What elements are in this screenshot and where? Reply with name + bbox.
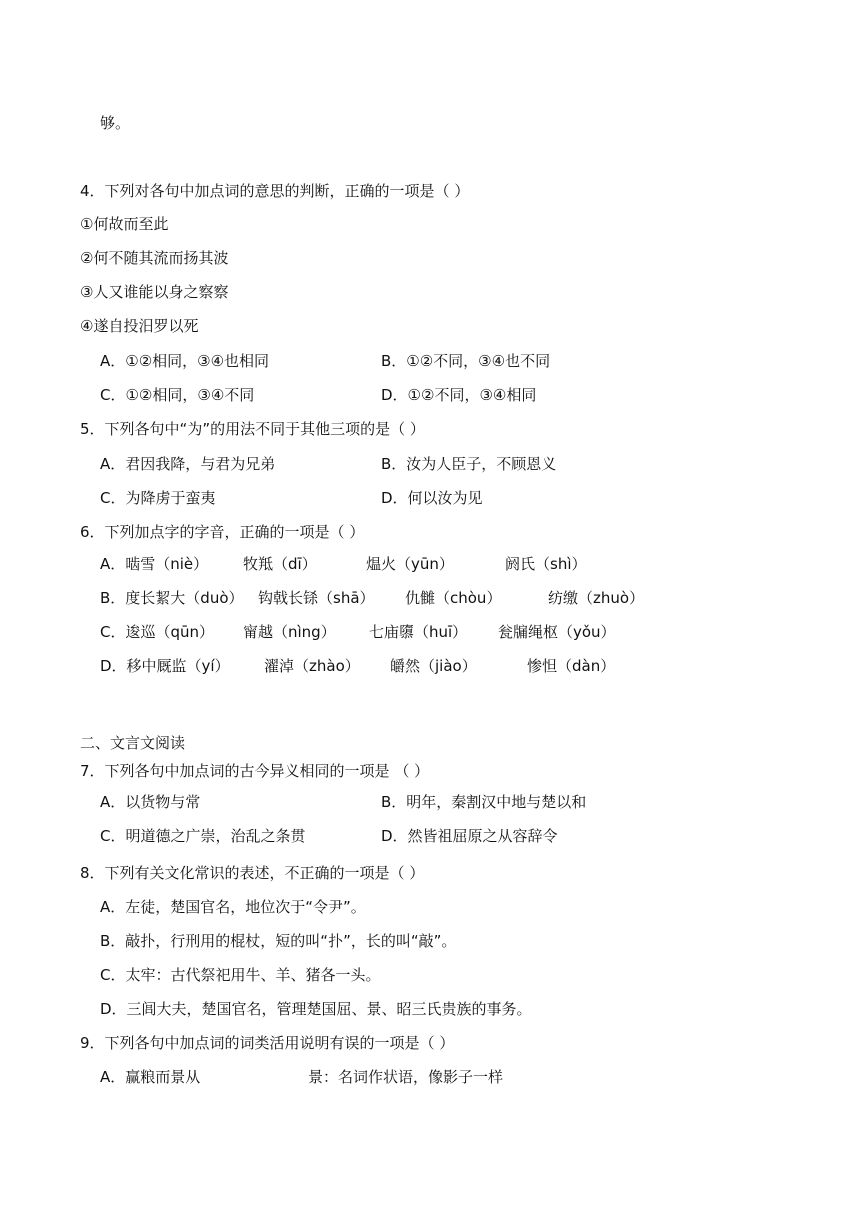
question-7-option-a: A．以货物与常	[100, 793, 201, 811]
question-8-option-d: D．三闾大夫，楚国官名，管理楚国屈、景、昭三氏贵族的事务。	[100, 1000, 532, 1018]
question-6-row-b-col-2: 钩戟长铩（shā）	[258, 589, 375, 607]
question-5-stem: 5．下列各句中“为”的用法不同于其他三项的是（ ）	[80, 420, 425, 438]
question-6-row-c-col-4: 瓮牖绳枢（yǒu）	[498, 623, 616, 641]
section-2-title: 二、文言文阅读	[80, 734, 186, 752]
question-6-row-d-col-3: 皭然（jiào）	[390, 657, 477, 675]
question-8-option-c: C．太牢：古代祭祀用牛、羊、猪各一头。	[100, 966, 381, 984]
question-5-option-b: B．汝为人臣子，不顾恩义	[381, 455, 557, 473]
question-6-row-b-col-4: 纺缴（zhuò）	[548, 589, 645, 607]
question-7-option-c: C．明道德之广崇，治乱之条贯	[100, 827, 306, 845]
question-6-row-a-col-4: 阏氏（shì）	[505, 555, 587, 573]
question-4-item-2: ②何不随其流而扬其波	[80, 249, 229, 267]
question-4-item-4: ④遂自投汨罗以死	[80, 317, 199, 335]
question-6-row-c-col-1: C．逡巡（qūn）	[100, 623, 215, 641]
question-4-option-d: D．①②不同，③④相同	[381, 386, 537, 404]
question-9-option-a-note: 景：名词作状语，像影子一样	[308, 1068, 504, 1086]
question-6-row-d-col-1: D．移中厩监（yí）	[100, 657, 230, 675]
question-4-option-b: B．①②不同，③④也不同	[381, 352, 551, 370]
question-4-item-1: ①何故而至此	[80, 215, 169, 233]
question-6-row-a-col-3: 煴火（yūn）	[366, 555, 454, 573]
question-5-option-d: D．何以汝为见	[381, 489, 483, 507]
question-9-stem: 9．下列各句中加点词的词类活用说明有误的一项是（ ）	[80, 1034, 455, 1052]
question-5-option-a: A．君因我降，与君为兄弟	[100, 455, 276, 473]
question-7-option-d: D．然皆祖屈原之从容辞令	[381, 827, 558, 845]
question-5-option-c: C．为降虏于蛮夷	[100, 489, 216, 507]
question-8-option-b: B．敲扑，行刑用的棍杖，短的叫“扑”，长的叫“敲”。	[100, 932, 457, 950]
question-6-row-d-col-2: 濯淖（zhào）	[264, 657, 360, 675]
question-9-option-a: A．赢粮而景从	[100, 1068, 201, 1086]
question-6-row-b-col-3: 仇雠（chòu）	[405, 589, 502, 607]
question-7-stem: 7．下列各句中加点词的古今异义相同的一项是 （ ）	[80, 762, 430, 780]
continuation-text: 够。	[100, 114, 131, 132]
question-6-row-a-col-2: 牧羝（dī）	[243, 555, 317, 573]
question-4-item-3: ③人又谁能以身之察察	[80, 283, 229, 301]
question-6-row-a-col-1: A．啮雪（niè）	[100, 555, 209, 573]
question-4-option-c: C．①②相同，③④不同	[100, 386, 255, 404]
question-6-row-d-col-4: 惨怛（dàn）	[527, 657, 616, 675]
question-6-row-c-col-2: 甯越（nìng）	[243, 623, 336, 641]
question-4-option-a: A．①②相同，③④也相同	[100, 352, 270, 370]
question-8-option-a: A．左徒，楚国官名，地位次于“令尹”。	[100, 898, 366, 916]
question-7-option-b: B．明年，秦割汉中地与楚以和	[381, 793, 587, 811]
question-6-row-c-col-3: 七庙隳（huī）	[369, 623, 468, 641]
question-6-row-b-col-1: B．度长絜大（duò）	[100, 589, 244, 607]
question-6-stem: 6．下列加点字的字音，正确的一项是（ ）	[80, 523, 365, 541]
question-4-stem: 4．下列对各句中加点词的意思的判断，正确的一项是（ ）	[80, 182, 470, 200]
question-8-stem: 8．下列有关文化常识的表述，不正确的一项是（ ）	[80, 864, 425, 882]
